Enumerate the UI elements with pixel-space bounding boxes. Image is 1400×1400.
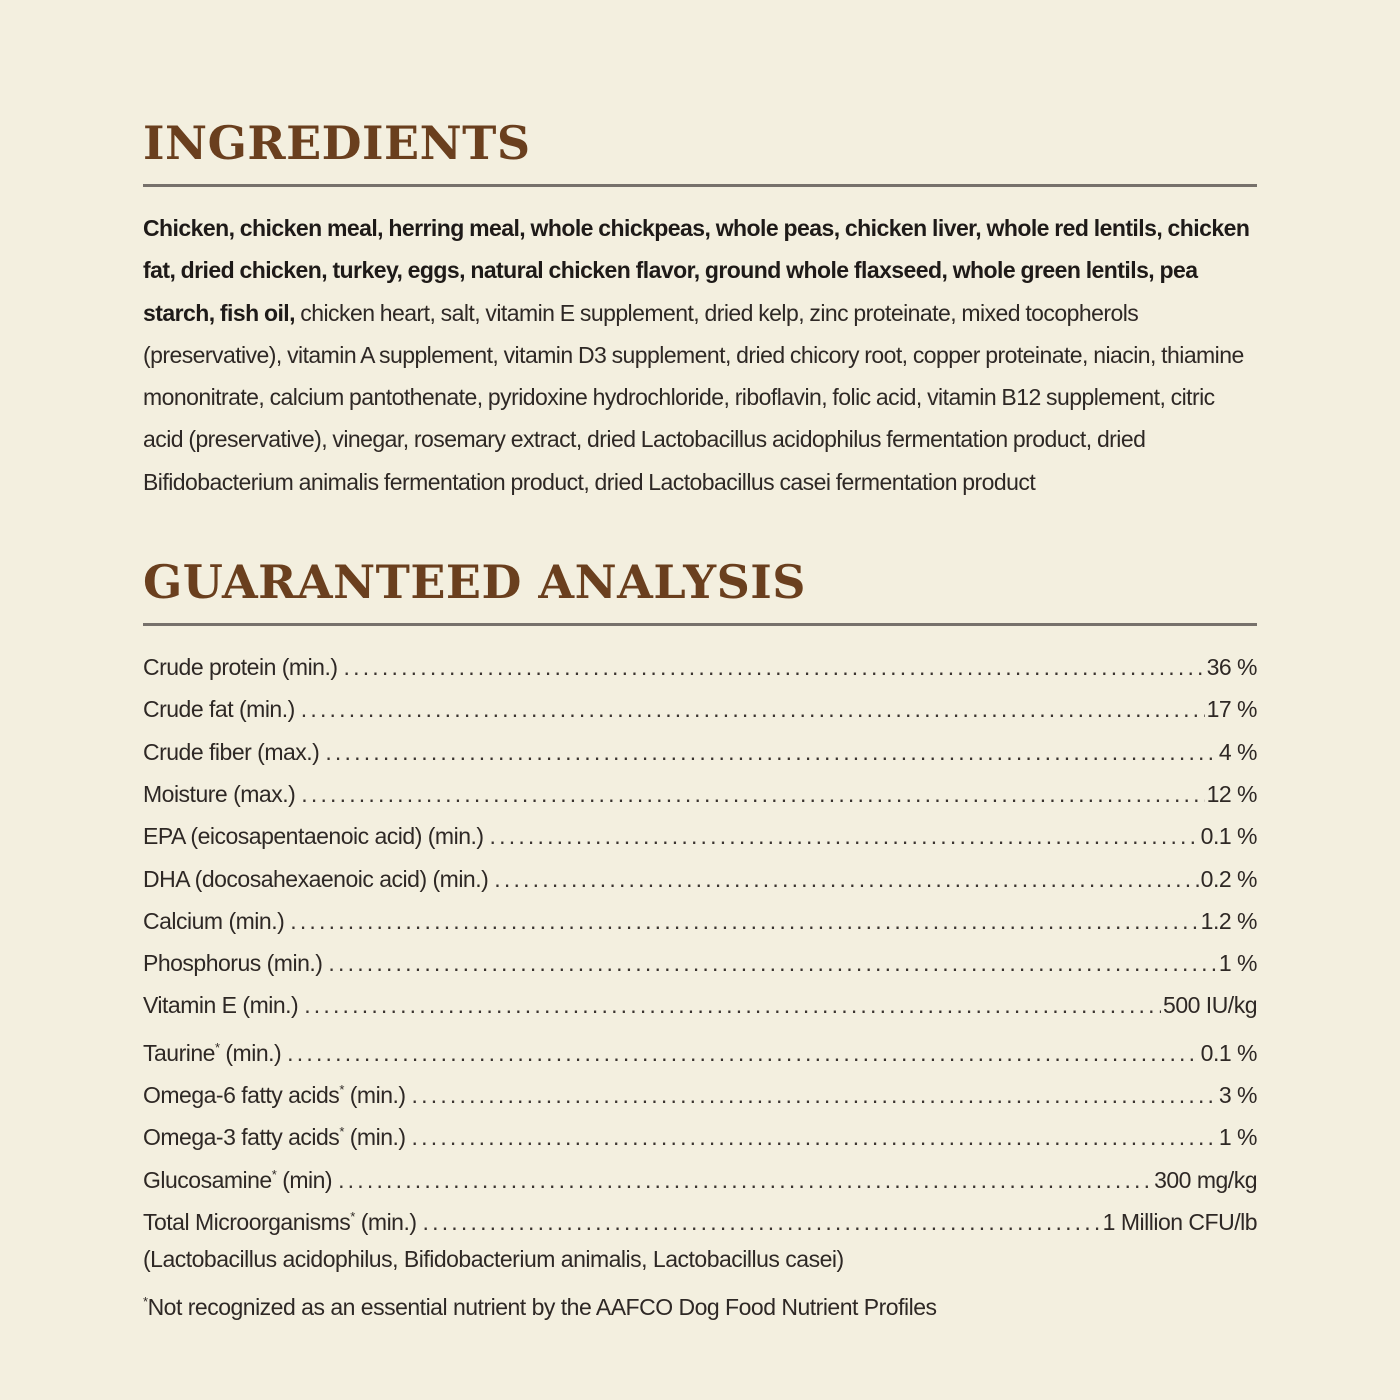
ingredients-heading: INGREDIENTS <box>143 116 531 170</box>
dot-leader <box>290 900 1198 942</box>
analysis-row <box>143 942 1257 984</box>
nutrient-name: Phosphorus <box>143 950 261 977</box>
nutrient-name: Total Microorganisms <box>143 1208 351 1235</box>
analysis-row <box>143 984 1257 1026</box>
analysis-row <box>143 900 1257 942</box>
nutrient-qualifier: (min.) <box>432 865 489 892</box>
nutrient-qualifier: (min) <box>282 1166 333 1193</box>
analysis-heading: GUARANTEED ANALYSIS <box>143 555 807 610</box>
nutrient-name: Vitamin E <box>143 992 237 1019</box>
nutrient-value: 1 % <box>1218 1124 1257 1151</box>
nutrient-name: Crude fat <box>143 696 234 723</box>
dot-leader <box>287 1032 1199 1069</box>
analysis-row <box>143 1196 1257 1238</box>
nutrient-label <box>143 646 338 688</box>
nutrient-label <box>143 731 319 773</box>
nutrient-value: 0.2 % <box>1200 865 1257 892</box>
nutrient-name: DHA (docosahexaenoic acid) <box>143 865 427 892</box>
nutrient-name: Calcium <box>143 907 223 934</box>
nutrient-qualifier: (min.) <box>228 907 285 934</box>
analysis-row <box>143 1154 1257 1196</box>
nutrient-value: 17 % <box>1206 696 1257 723</box>
nutrient-name: Omega-6 fatty acids <box>143 1082 340 1109</box>
nutrient-name: Moisture <box>143 780 228 807</box>
analysis-table <box>143 646 1257 1238</box>
nutrient-qualifier: (min.) <box>242 992 299 1019</box>
nutrient-label <box>143 1154 332 1196</box>
dot-leader <box>301 688 1205 730</box>
nutrient-value: 4 % <box>1218 738 1257 765</box>
analysis-row <box>143 731 1257 773</box>
nutrient-value: 500 IU/kg <box>1163 992 1257 1019</box>
nutrient-name: Crude fiber <box>143 738 252 765</box>
nutrient-qualifier: (min.) <box>360 1208 417 1235</box>
analysis-row <box>143 815 1257 857</box>
analysis-row <box>143 1069 1257 1111</box>
section-spacer <box>143 503 1257 549</box>
analysis-divider <box>143 623 1257 626</box>
analysis-row <box>143 1111 1257 1153</box>
label-content <box>143 110 1257 1328</box>
nutrient-value: 36 % <box>1206 654 1257 681</box>
asterisk-mark: * <box>350 1208 355 1224</box>
nutrient-label <box>143 900 284 942</box>
nutrient-label <box>143 984 298 1026</box>
nutrient-label <box>143 688 295 730</box>
dot-leader <box>344 646 1205 688</box>
dot-leader <box>301 773 1204 815</box>
footnote-text: Not recognized as an essential nutrient by the AAFCO Dog Food Nutrient Profiles <box>147 1293 937 1320</box>
ingredients-list <box>143 207 1257 503</box>
nutrient-label <box>143 1027 281 1069</box>
nutrient-label <box>143 815 484 857</box>
nutrient-value: 3 % <box>1218 1082 1257 1109</box>
dot-leader <box>494 858 1198 900</box>
nutrient-name: Crude protein <box>143 654 276 681</box>
dot-leader <box>304 984 1161 1026</box>
dot-leader <box>338 1159 1152 1196</box>
nutrient-name: Omega-3 fatty acids <box>143 1124 340 1151</box>
analysis-row <box>143 688 1257 730</box>
nutrient-name: Taurine <box>143 1039 215 1066</box>
dot-leader <box>412 1074 1217 1111</box>
dot-leader <box>412 1116 1217 1153</box>
footnote <box>143 1281 1257 1328</box>
nutrient-name: Glucosamine <box>143 1166 272 1193</box>
nutrient-qualifier: (min.) <box>225 1039 282 1066</box>
analysis-row <box>143 773 1257 815</box>
nutrient-value: 1 % <box>1218 950 1257 977</box>
nutrient-label <box>143 1069 406 1111</box>
nutrient-label <box>143 1111 406 1153</box>
dot-leader <box>325 731 1217 773</box>
nutrient-qualifier: (min.) <box>427 823 484 850</box>
nutrient-value: 300 mg/kg <box>1154 1166 1257 1193</box>
nutrient-qualifier: (min.) <box>349 1124 406 1151</box>
dot-leader <box>423 1201 1101 1238</box>
nutrient-qualifier: (max.) <box>257 738 320 765</box>
microorganisms-note: (Lactobacillus acidophilus, Bifidobacterium animalis, Lactobacillus casei) <box>143 1246 844 1273</box>
nutrient-qualifier: (min.) <box>266 950 323 977</box>
nutrient-qualifier: (min.) <box>239 696 295 723</box>
nutrient-value: 0.1 % <box>1200 823 1257 850</box>
analysis-row <box>143 646 1257 688</box>
nutrient-label <box>143 1196 417 1238</box>
nutrient-value: 12 % <box>1206 780 1257 807</box>
ingredients-divider <box>143 184 1257 187</box>
asterisk-mark: * <box>214 1039 220 1055</box>
nutrient-value: 1 Million CFU/lb <box>1102 1208 1257 1235</box>
asterisk-mark: * <box>271 1166 277 1182</box>
asterisk-mark: * <box>339 1124 344 1140</box>
nutrient-qualifier: (min.) <box>349 1082 406 1109</box>
analysis-row <box>143 858 1257 900</box>
ingredients-secondary: chicken heart, salt, vitamin E supplement, dried kelp, zinc proteinate, mixed tocopherols (preservative), vitamin A supplement, vitamin D3 supplement, dried chicory root, copper proteinate, niacin, thiamine mononitrate, calcium pantothenate, pyridoxine hydrochloride, riboflavin, folic acid, vitamin B12 supplement, citric acid (preservative), vinegar, rosemary extract, dried Lactobacillus acidophilus fermentation product, dried Bifidobacterium animalis fermentation product, dried Lactobacillus casei fermentation product <box>143 299 1244 495</box>
ingredients-primary: Chicken, chicken meal, herring meal, whole chickpeas, whole peas, chicken liver, whole red lentils, chicken fat, dried chicken, turkey, eggs, natural chicken flavor, ground whole flaxseed, whole green lentils, pea starch, fish oil, <box>143 215 1250 326</box>
nutrient-label <box>143 773 295 815</box>
nutrient-label <box>143 858 488 900</box>
dot-leader <box>490 815 1199 857</box>
dot-leader <box>328 942 1216 984</box>
nutrient-qualifier: (max.) <box>233 780 296 807</box>
nutrient-label <box>143 942 322 984</box>
footnote-mark: * <box>143 1293 148 1309</box>
nutrient-name: EPA (eicosapentaenoic acid) <box>143 823 422 850</box>
nutrient-value: 1.2 % <box>1200 907 1257 934</box>
nutrient-qualifier: (min.) <box>281 654 338 681</box>
nutrient-value: 0.1 % <box>1200 1039 1257 1066</box>
analysis-row <box>143 1027 1257 1069</box>
asterisk-mark: * <box>339 1082 344 1098</box>
